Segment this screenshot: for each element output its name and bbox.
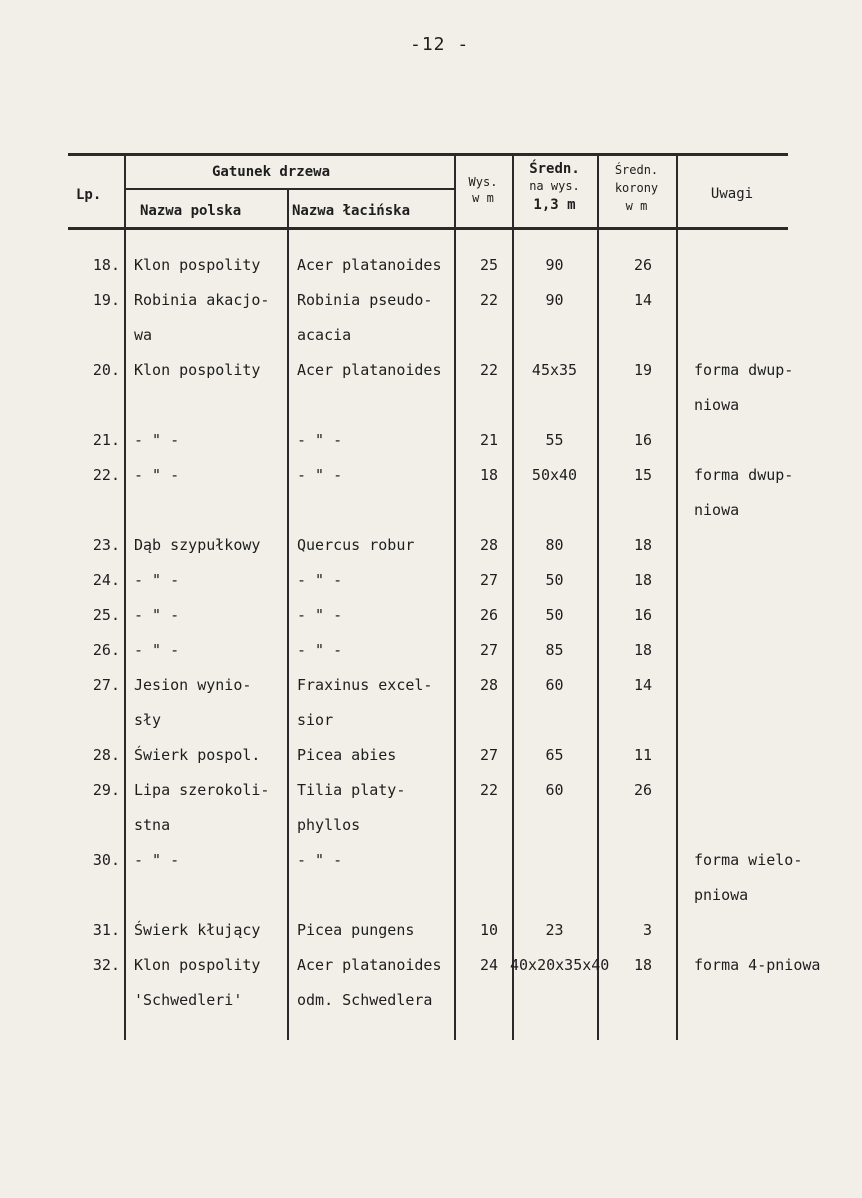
row-wys: 22 xyxy=(479,361,498,379)
row-srednica: 80 xyxy=(545,536,564,554)
column-divider-pl xyxy=(287,189,289,1040)
row-korona: 14 xyxy=(633,291,652,309)
header-korony-1: Średn. xyxy=(614,163,659,177)
row-wys: 25 xyxy=(479,256,498,274)
row-nazwa-lacinska: Tilia platy- xyxy=(297,781,406,799)
row-korona: 15 xyxy=(633,466,652,484)
row-nazwa-polska: Robinia akacjo- xyxy=(134,291,270,309)
row-nazwa-lacinska: Acer platanoides xyxy=(297,256,442,274)
row-nazwa-polska: wa xyxy=(134,326,153,344)
column-divider-lp xyxy=(124,156,126,1040)
row-nazwa-polska: - " - xyxy=(134,571,180,589)
row-lp: 30. xyxy=(92,851,120,869)
header-korony-2: korony xyxy=(614,181,659,195)
row-uwagi: forma 4-pniowa xyxy=(694,956,821,974)
header-lp: Lp. xyxy=(76,187,102,203)
row-wys: 18 xyxy=(479,466,498,484)
row-nazwa-polska: stna xyxy=(134,816,171,834)
row-lp: 21. xyxy=(92,431,120,449)
row-srednica: 45x35 xyxy=(531,361,578,379)
page-number: -12 - xyxy=(410,34,470,55)
row-srednica: 50x40 xyxy=(531,466,578,484)
row-korona: 19 xyxy=(633,361,652,379)
row-nazwa-polska: - " - xyxy=(134,641,180,659)
row-srednica: 50 xyxy=(545,606,564,624)
row-nazwa-lacinska: odm. Schwedlera xyxy=(297,991,433,1009)
row-wys: 22 xyxy=(479,291,498,309)
header-uwagi: Uwagi xyxy=(710,186,754,202)
row-lp: 18. xyxy=(92,256,120,274)
row-nazwa-lacinska: phyllos xyxy=(297,816,361,834)
header-sredn-1: Średn. xyxy=(529,161,580,177)
row-wys: 26 xyxy=(479,606,498,624)
row-nazwa-polska: - " - xyxy=(134,466,180,484)
header-sredn-2: na wys. xyxy=(529,179,580,193)
row-uwagi: pniowa xyxy=(694,886,749,904)
row-korona: 26 xyxy=(633,256,652,274)
row-nazwa-lacinska: - " - xyxy=(297,606,343,624)
row-nazwa-polska: Klon pospolity xyxy=(134,361,261,379)
row-nazwa-polska: Jesion wynio- xyxy=(134,676,252,694)
row-korona: 3 xyxy=(642,921,652,939)
row-uwagi: forma wielo- xyxy=(694,851,803,869)
row-uwagi: niowa xyxy=(694,501,740,519)
row-lp: 32. xyxy=(92,956,120,974)
row-wys: 21 xyxy=(479,431,498,449)
row-srednica: 90 xyxy=(545,291,564,309)
row-korona: 18 xyxy=(633,536,652,554)
row-korona: 14 xyxy=(633,676,652,694)
column-divider-korona xyxy=(676,156,678,1040)
row-wys: 28 xyxy=(479,676,498,694)
row-nazwa-polska: Świerk kłujący xyxy=(134,921,261,939)
row-nazwa-lacinska: acacia xyxy=(297,326,352,344)
row-nazwa-lacinska: Quercus robur xyxy=(297,536,415,554)
row-nazwa-lacinska: Robinia pseudo- xyxy=(297,291,433,309)
row-nazwa-lacinska: Acer platanoides xyxy=(297,361,442,379)
row-uwagi: forma dwup- xyxy=(694,466,794,484)
row-wys: 28 xyxy=(479,536,498,554)
row-korona: 18 xyxy=(633,571,652,589)
row-nazwa-polska: 'Schwedleri' xyxy=(134,991,243,1009)
column-divider-la xyxy=(454,156,456,1040)
row-uwagi: niowa xyxy=(694,396,740,414)
row-lp: 26. xyxy=(92,641,120,659)
row-lp: 27. xyxy=(92,676,120,694)
row-srednica: 90 xyxy=(545,256,564,274)
row-nazwa-polska: - " - xyxy=(134,606,180,624)
row-nazwa-polska: - " - xyxy=(134,851,180,869)
row-lp: 20. xyxy=(92,361,120,379)
row-nazwa-polska: Dąb szypułkowy xyxy=(134,536,261,554)
row-nazwa-lacinska: - " - xyxy=(297,571,343,589)
row-srednica: 85 xyxy=(545,641,564,659)
row-srednica: 23 xyxy=(545,921,564,939)
row-wys: 22 xyxy=(479,781,498,799)
header-nazwa-lacinska: Nazwa łacińska xyxy=(292,203,411,219)
column-divider-sredn xyxy=(597,156,599,1040)
row-lp: 29. xyxy=(92,781,120,799)
row-wys: 27 xyxy=(479,641,498,659)
row-srednica: 65 xyxy=(545,746,564,764)
column-divider-wys xyxy=(512,156,514,1040)
header-bottom-rule xyxy=(68,227,788,230)
row-srednica: 40x20x35x40 xyxy=(510,956,610,974)
row-nazwa-polska: - " - xyxy=(134,431,180,449)
row-korona: 16 xyxy=(633,606,652,624)
row-nazwa-lacinska: Fraxinus excel- xyxy=(297,676,433,694)
row-korona: 26 xyxy=(633,781,652,799)
header-gatunek: Gatunek drzewa xyxy=(212,164,331,180)
row-nazwa-lacinska: Picea abies xyxy=(297,746,397,764)
row-wys: 27 xyxy=(479,746,498,764)
row-nazwa-lacinska: - " - xyxy=(297,851,343,869)
row-nazwa-polska: Klon pospolity xyxy=(134,256,261,274)
header-korony-3: w m xyxy=(625,199,648,213)
row-lp: 19. xyxy=(92,291,120,309)
row-lp: 25. xyxy=(92,606,120,624)
row-lp: 22. xyxy=(92,466,120,484)
header-wys-1: Wys. xyxy=(468,175,498,189)
header-sredn-3: 1,3 m xyxy=(533,197,576,213)
row-lp: 31. xyxy=(92,921,120,939)
header-nazwa-polska: Nazwa polska xyxy=(140,203,242,219)
header-subrule xyxy=(124,188,454,190)
row-nazwa-polska: Lipa szerokoli- xyxy=(134,781,270,799)
row-nazwa-polska: Świerk pospol. xyxy=(134,746,261,764)
row-srednica: 55 xyxy=(545,431,564,449)
row-nazwa-polska: Klon pospolity xyxy=(134,956,261,974)
row-srednica: 60 xyxy=(545,676,564,694)
row-lp: 28. xyxy=(92,746,120,764)
row-korona: 11 xyxy=(633,746,652,764)
row-wys: 27 xyxy=(479,571,498,589)
row-srednica: 60 xyxy=(545,781,564,799)
row-lp: 23. xyxy=(92,536,120,554)
table-top-rule xyxy=(68,153,788,156)
row-nazwa-lacinska: sior xyxy=(297,711,334,729)
row-lp: 24. xyxy=(92,571,120,589)
row-srednica: 50 xyxy=(545,571,564,589)
row-nazwa-lacinska: - " - xyxy=(297,466,343,484)
row-nazwa-polska: sły xyxy=(134,711,162,729)
row-nazwa-lacinska: - " - xyxy=(297,431,343,449)
row-korona: 16 xyxy=(633,431,652,449)
row-nazwa-lacinska: - " - xyxy=(297,641,343,659)
row-korona: 18 xyxy=(633,956,652,974)
row-wys: 24 xyxy=(479,956,498,974)
row-nazwa-lacinska: Acer platanoides xyxy=(297,956,442,974)
row-nazwa-lacinska: Picea pungens xyxy=(297,921,415,939)
row-korona: 18 xyxy=(633,641,652,659)
header-wys-2: w m xyxy=(472,191,494,205)
row-uwagi: forma dwup- xyxy=(694,361,794,379)
row-wys: 10 xyxy=(479,921,498,939)
